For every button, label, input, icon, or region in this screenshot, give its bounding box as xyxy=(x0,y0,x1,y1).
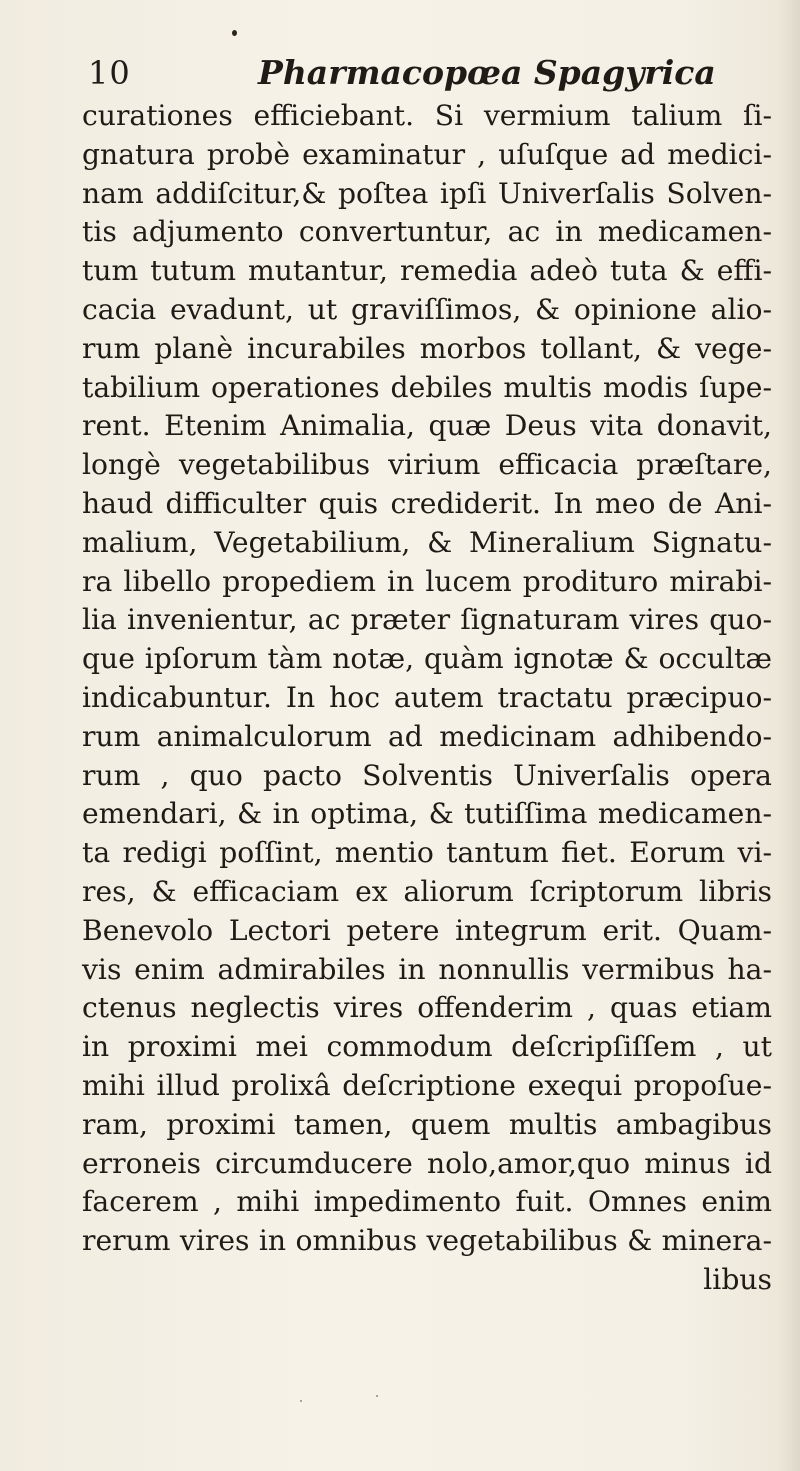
text-line: curationes efficiebant. Si vermium talium ſi- xyxy=(82,99,772,132)
text-line: in proximi mei commodum deſcripſiſſem , ut xyxy=(82,1030,772,1064)
text-line: rum , quo pacto Solventis Univerſalis opera xyxy=(82,758,772,792)
page-number: 10 xyxy=(88,54,131,92)
text-line: tabilium operationes debiles multis modis ſupe- xyxy=(82,370,772,404)
text-line: rum animalculorum ad medicinam adhibendo- xyxy=(82,719,772,753)
text-line: haud difficulter quis crediderit. In meo de Ani- xyxy=(82,486,772,520)
catchword: libus xyxy=(703,1262,772,1296)
text-line: facerem , mihi impedimento fuit. Omnes enim xyxy=(82,1185,772,1219)
body-text xyxy=(82,97,772,1300)
text-line: rerum vires in omnibus vegetabilibus & minera- xyxy=(82,1224,772,1258)
text-line: ra libello propediem in lucem prodituro mirabi- xyxy=(82,564,772,598)
text-line: lia invenientur, ac præter ſignaturam vires quo- xyxy=(82,603,772,637)
text-line: longè vegetabilibus virium efficacia præſtare, xyxy=(82,448,772,482)
running-title: Pharmacopœa Spagyrica xyxy=(258,53,716,92)
text-line: indicabuntur. In hoc autem tractatu præcipuo- xyxy=(82,680,772,714)
text-line: vis enim admirabiles in nonnullis vermibus ha- xyxy=(82,952,772,986)
text-line: ram, proximi tamen, quem multis ambagibus xyxy=(82,1107,772,1141)
text-line: res, & efficaciam ex aliorum ſcriptorum libris xyxy=(82,874,772,908)
text-line: malium, Vegetabilium, & Mineralium Signatu- xyxy=(82,525,772,559)
text-line: Benevolo Lectori petere integrum erit. Quam- xyxy=(82,913,772,947)
ink-speck xyxy=(300,1400,302,1402)
text-line: tum tutum mutantur, remedia adeò tuta & effi- xyxy=(82,254,772,288)
ink-speck xyxy=(232,30,237,36)
page-edge-shadow xyxy=(778,0,800,1471)
text-line: nam addiſcitur,& poſtea ipſi Univerſalis Solven- xyxy=(82,176,772,210)
text-line: tis adjumento convertuntur, ac in medicamen- xyxy=(82,215,772,249)
text-line: gnatura probè examinatur , uſuſque ad medici- xyxy=(82,137,772,171)
text-line: ta redigi poſſint, mentio tantum fiet. Eorum vi- xyxy=(82,836,772,870)
text-line: rent. Etenim Animalia, quæ Deus vita donavit, xyxy=(82,409,772,443)
running-header xyxy=(88,50,716,96)
text-line: emendari, & in optima, & tutiſſima medicamen- xyxy=(82,797,772,831)
text-line: rum planè incurabiles morbos tollant, & vege- xyxy=(82,331,772,365)
text-line: cacia evadunt, ut graviſſimos, & opinione alio- xyxy=(82,292,772,326)
text-line: que ipſorum tàm notæ, quàm ignotæ & occultæ xyxy=(82,642,772,676)
text-line: erroneis circumducere nolo,amor,quo minus id xyxy=(82,1146,772,1180)
ink-speck xyxy=(376,1395,378,1397)
text-line: ctenus neglectis vires offenderim , quas etiam xyxy=(82,991,772,1025)
text-line: mihi illud prolixâ deſcriptione exequi propoſue- xyxy=(82,1068,772,1102)
